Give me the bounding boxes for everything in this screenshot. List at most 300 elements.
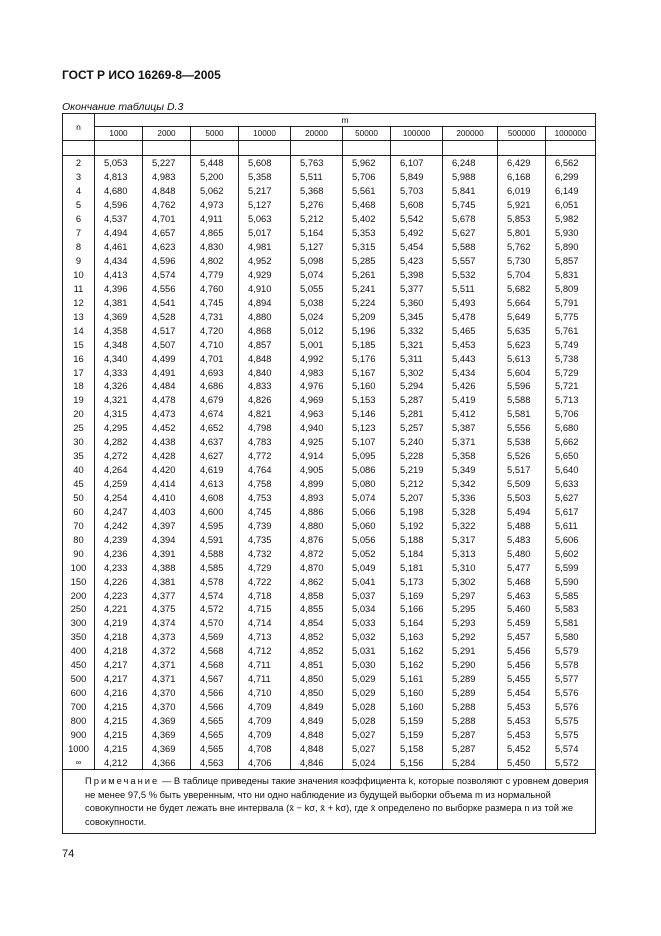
- table-row: [63, 184, 596, 198]
- value-cell: 5,511: [291, 170, 343, 184]
- table-row: [63, 714, 596, 728]
- table-row: [63, 532, 596, 546]
- column-header: 500000: [498, 127, 546, 141]
- value-cell: 5,801: [498, 226, 546, 240]
- value-cell: 5,295: [443, 602, 498, 616]
- value-cell: 4,762: [143, 198, 191, 212]
- value-cell: 4,802: [191, 254, 239, 268]
- value-cell: 4,983: [143, 170, 191, 184]
- table-row: [63, 546, 596, 560]
- value-cell: 4,701: [143, 212, 191, 226]
- value-cell: 5,212: [291, 212, 343, 226]
- value-cell: 5,640: [546, 463, 596, 477]
- note-cell: [63, 770, 596, 833]
- value-cell: 5,623: [498, 337, 546, 351]
- value-cell: 4,981: [239, 240, 291, 254]
- value-cell: 4,370: [143, 686, 191, 700]
- value-cell: 5,029: [343, 672, 391, 686]
- value-cell: 5,288: [443, 714, 498, 728]
- value-cell: 5,617: [546, 504, 596, 518]
- value-cell: 4,369: [143, 727, 191, 741]
- value-cell: 5,583: [546, 602, 596, 616]
- value-cell: 4,596: [95, 198, 143, 212]
- value-cell: 4,565: [191, 727, 239, 741]
- value-cell: 4,588: [191, 546, 239, 560]
- table-row: [63, 254, 596, 268]
- table-row: [63, 351, 596, 365]
- value-cell: 5,456: [498, 658, 546, 672]
- value-cell: 4,541: [143, 295, 191, 309]
- row-n-cell: 35: [63, 449, 95, 463]
- row-n-cell: 25: [63, 421, 95, 435]
- table-row: [63, 449, 596, 463]
- value-cell: 5,377: [391, 281, 443, 295]
- value-cell: 5,608: [239, 156, 291, 170]
- value-cell: 4,574: [191, 588, 239, 602]
- value-cell: 4,925: [291, 435, 343, 449]
- value-cell: 4,833: [239, 379, 291, 393]
- value-cell: 6,429: [498, 156, 546, 170]
- value-cell: 5,455: [498, 672, 546, 686]
- row-n-cell: 16: [63, 351, 95, 365]
- row-n-cell: 100: [63, 560, 95, 574]
- value-cell: 5,289: [443, 672, 498, 686]
- value-cell: 5,402: [343, 212, 391, 226]
- table-row: [63, 323, 596, 337]
- value-cell: 4,212: [95, 755, 143, 769]
- value-cell: 4,410: [143, 491, 191, 505]
- column-header: 2000: [143, 127, 191, 141]
- value-cell: 5,080: [343, 477, 391, 491]
- row-n-cell: ∞: [63, 755, 95, 769]
- value-cell: 4,862: [291, 574, 343, 588]
- value-cell: 4,686: [191, 379, 239, 393]
- value-cell: 4,219: [95, 616, 143, 630]
- value-cell: 5,468: [498, 574, 546, 588]
- spacer-cell: [239, 141, 291, 156]
- value-cell: 5,650: [546, 449, 596, 463]
- value-cell: 4,484: [143, 379, 191, 393]
- value-cell: 4,679: [191, 393, 239, 407]
- value-cell: 4,371: [143, 672, 191, 686]
- value-cell: 4,865: [191, 226, 239, 240]
- spacer-cell: [343, 141, 391, 156]
- spacer-cell: [391, 141, 443, 156]
- value-cell: 5,342: [443, 477, 498, 491]
- value-cell: 4,369: [143, 714, 191, 728]
- value-cell: 4,247: [95, 504, 143, 518]
- table-row: [63, 755, 596, 769]
- value-cell: 5,159: [391, 714, 443, 728]
- value-cell: 4,872: [291, 546, 343, 560]
- value-cell: 5,456: [498, 644, 546, 658]
- value-cell: 5,160: [391, 686, 443, 700]
- value-cell: 5,162: [391, 644, 443, 658]
- value-cell: 4,710: [191, 337, 239, 351]
- table-row: [63, 616, 596, 630]
- value-cell: 5,257: [391, 421, 443, 435]
- value-cell: 5,468: [343, 198, 391, 212]
- value-cell: 5,033: [343, 616, 391, 630]
- value-cell: 4,911: [191, 212, 239, 226]
- value-cell: 5,448: [191, 156, 239, 170]
- value-cell: 5,066: [343, 504, 391, 518]
- value-cell: 4,397: [143, 518, 191, 532]
- value-cell: 5,460: [498, 602, 546, 616]
- value-cell: 5,453: [498, 714, 546, 728]
- value-cell: 5,289: [443, 686, 498, 700]
- value-cell: 5,302: [391, 365, 443, 379]
- value-cell: 5,038: [291, 295, 343, 309]
- table-row: [63, 379, 596, 393]
- value-cell: 4,272: [95, 449, 143, 463]
- value-cell: 4,499: [143, 351, 191, 365]
- value-cell: 5,315: [343, 240, 391, 254]
- value-cell: 4,992: [291, 351, 343, 365]
- table-row: [63, 727, 596, 741]
- table-row: [63, 700, 596, 714]
- value-cell: 4,973: [191, 198, 239, 212]
- value-cell: 4,783: [239, 435, 291, 449]
- value-cell: 5,287: [391, 393, 443, 407]
- value-cell: 5,450: [498, 755, 546, 769]
- value-cell: 5,037: [343, 588, 391, 602]
- value-cell: 4,507: [143, 337, 191, 351]
- table-caption: Окончание таблицы D.3: [62, 101, 184, 113]
- spacer-cell: [498, 141, 546, 156]
- table-row: [63, 602, 596, 616]
- row-n-cell: 600: [63, 686, 95, 700]
- value-cell: 4,215: [95, 714, 143, 728]
- value-cell: 4,813: [95, 170, 143, 184]
- value-cell: 4,709: [239, 727, 291, 741]
- value-cell: 4,745: [239, 504, 291, 518]
- table-body: [63, 156, 596, 770]
- value-cell: 4,848: [143, 184, 191, 198]
- table-row: [63, 504, 596, 518]
- value-cell: 5,387: [443, 421, 498, 435]
- value-cell: 5,053: [95, 156, 143, 170]
- spacer-cell: [546, 141, 596, 156]
- row-n-cell: 14: [63, 323, 95, 337]
- value-cell: 4,715: [239, 602, 291, 616]
- value-cell: 5,423: [391, 254, 443, 268]
- value-cell: 4,326: [95, 379, 143, 393]
- value-cell: 5,575: [546, 714, 596, 728]
- value-cell: 4,215: [95, 700, 143, 714]
- value-cell: 5,590: [546, 574, 596, 588]
- row-n-cell: 60: [63, 504, 95, 518]
- value-cell: 5,276: [291, 198, 343, 212]
- value-cell: 4,983: [291, 365, 343, 379]
- value-cell: 5,328: [443, 504, 498, 518]
- value-cell: 4,461: [95, 240, 143, 254]
- row-n-cell: 19: [63, 393, 95, 407]
- value-cell: 5,294: [391, 379, 443, 393]
- row-n-cell: 90: [63, 546, 95, 560]
- row-n-cell: 450: [63, 658, 95, 672]
- value-cell: 5,160: [391, 700, 443, 714]
- value-cell: 5,358: [443, 449, 498, 463]
- value-cell: 5,207: [391, 491, 443, 505]
- value-cell: 5,503: [498, 491, 546, 505]
- value-cell: 4,709: [239, 714, 291, 728]
- value-cell: 5,542: [391, 212, 443, 226]
- value-cell: 5,412: [443, 407, 498, 421]
- value-cell: 5,577: [546, 672, 596, 686]
- row-n-cell: 50: [63, 491, 95, 505]
- value-cell: 5,158: [391, 741, 443, 755]
- value-cell: 5,161: [391, 672, 443, 686]
- value-cell: 5,761: [546, 323, 596, 337]
- row-n-cell: 1000: [63, 741, 95, 755]
- value-cell: 4,880: [291, 518, 343, 532]
- value-cell: 4,370: [143, 700, 191, 714]
- table-header: [63, 114, 596, 141]
- value-cell: 5,031: [343, 644, 391, 658]
- value-cell: 4,215: [95, 741, 143, 755]
- value-cell: 6,107: [391, 156, 443, 170]
- value-cell: 5,293: [443, 616, 498, 630]
- value-cell: 4,608: [191, 491, 239, 505]
- value-cell: 4,568: [191, 658, 239, 672]
- value-cell: 4,940: [291, 421, 343, 435]
- value-cell: 4,849: [291, 714, 343, 728]
- value-cell: 4,732: [239, 546, 291, 560]
- value-cell: 5,217: [239, 184, 291, 198]
- value-cell: 4,452: [143, 421, 191, 435]
- value-cell: 4,226: [95, 574, 143, 588]
- value-cell: 5,261: [343, 268, 391, 282]
- value-cell: 5,478: [443, 309, 498, 323]
- value-cell: 5,353: [343, 226, 391, 240]
- value-cell: 4,876: [291, 532, 343, 546]
- value-cell: 5,857: [546, 254, 596, 268]
- value-cell: 5,576: [546, 700, 596, 714]
- table-row: [63, 560, 596, 574]
- value-cell: 5,627: [546, 491, 596, 505]
- table-row: [63, 435, 596, 449]
- value-cell: 4,758: [239, 477, 291, 491]
- value-cell: 5,480: [498, 546, 546, 560]
- value-cell: 4,239: [95, 532, 143, 546]
- value-cell: 5,419: [443, 393, 498, 407]
- value-cell: 5,029: [343, 686, 391, 700]
- value-cell: 5,982: [546, 212, 596, 226]
- value-cell: 5,775: [546, 309, 596, 323]
- value-cell: 5,228: [391, 449, 443, 463]
- value-cell: 5,581: [498, 407, 546, 421]
- value-cell: 4,340: [95, 351, 143, 365]
- value-cell: 4,295: [95, 421, 143, 435]
- value-cell: 4,893: [291, 491, 343, 505]
- value-cell: 5,588: [498, 393, 546, 407]
- value-cell: 4,764: [239, 463, 291, 477]
- value-cell: 5,209: [343, 309, 391, 323]
- table-row: [63, 309, 596, 323]
- value-cell: 5,074: [343, 491, 391, 505]
- spacer-cell: [443, 141, 498, 156]
- value-cell: 4,333: [95, 365, 143, 379]
- value-cell: 4,652: [191, 421, 239, 435]
- value-cell: 4,578: [191, 574, 239, 588]
- value-cell: 5,809: [546, 281, 596, 295]
- value-cell: 5,849: [391, 170, 443, 184]
- row-n-cell: 6: [63, 212, 95, 226]
- row-n-cell: 7: [63, 226, 95, 240]
- column-header: 50000: [343, 127, 391, 141]
- value-cell: 5,454: [498, 686, 546, 700]
- value-cell: 5,749: [546, 337, 596, 351]
- table-row: [63, 741, 596, 755]
- value-cell: 5,463: [498, 588, 546, 602]
- table-row: [63, 226, 596, 240]
- spacer-row: [63, 141, 596, 156]
- value-cell: 4,282: [95, 435, 143, 449]
- value-cell: 4,868: [239, 323, 291, 337]
- value-cell: 4,348: [95, 337, 143, 351]
- value-cell: 4,848: [291, 727, 343, 741]
- table-row: [63, 477, 596, 491]
- row-n-cell: 8: [63, 240, 95, 254]
- value-cell: 5,164: [291, 226, 343, 240]
- table-row: [63, 518, 596, 532]
- value-cell: 4,710: [239, 686, 291, 700]
- value-cell: 5,027: [343, 741, 391, 755]
- value-cell: 5,030: [343, 658, 391, 672]
- table-row: [63, 421, 596, 435]
- value-cell: 5,181: [391, 560, 443, 574]
- value-cell: 5,649: [498, 309, 546, 323]
- table-row: [63, 672, 596, 686]
- value-cell: 5,706: [343, 170, 391, 184]
- value-cell: 5,095: [343, 449, 391, 463]
- row-n-cell: 40: [63, 463, 95, 477]
- value-cell: 5,454: [391, 240, 443, 254]
- table-row: [63, 393, 596, 407]
- value-cell: 4,739: [239, 518, 291, 532]
- table-row: [63, 156, 596, 170]
- value-cell: 5,483: [498, 532, 546, 546]
- value-cell: 4,623: [143, 240, 191, 254]
- value-cell: 5,492: [391, 226, 443, 240]
- value-cell: 4,899: [291, 477, 343, 491]
- value-cell: 5,028: [343, 714, 391, 728]
- value-cell: 5,310: [443, 560, 498, 574]
- row-n-cell: 45: [63, 477, 95, 491]
- value-cell: 4,729: [239, 560, 291, 574]
- value-cell: 5,332: [391, 323, 443, 337]
- coefficient-table: [62, 113, 596, 834]
- value-cell: 5,517: [498, 463, 546, 477]
- value-cell: 5,602: [546, 546, 596, 560]
- column-header: 1000000: [546, 127, 596, 141]
- value-cell: 4,735: [239, 532, 291, 546]
- value-cell: 5,678: [443, 212, 498, 226]
- row-n-cell: 70: [63, 518, 95, 532]
- value-cell: 5,302: [443, 574, 498, 588]
- value-cell: 5,024: [343, 755, 391, 769]
- value-cell: 5,062: [191, 184, 239, 198]
- value-cell: 5,588: [443, 240, 498, 254]
- value-cell: 5,156: [391, 755, 443, 769]
- value-cell: 5,368: [291, 184, 343, 198]
- table-row: [63, 644, 596, 658]
- value-cell: 4,929: [239, 268, 291, 282]
- value-cell: 6,248: [443, 156, 498, 170]
- value-cell: 5,580: [546, 630, 596, 644]
- value-cell: 4,358: [95, 323, 143, 337]
- value-cell: 5,459: [498, 616, 546, 630]
- column-header: 1000: [95, 127, 143, 141]
- row-n-cell: 12: [63, 295, 95, 309]
- value-cell: 5,032: [343, 630, 391, 644]
- value-cell: 4,952: [239, 254, 291, 268]
- value-cell: 4,848: [239, 351, 291, 365]
- value-cell: 4,722: [239, 574, 291, 588]
- row-n-cell: 10: [63, 268, 95, 282]
- value-cell: 5,729: [546, 365, 596, 379]
- value-cell: 4,976: [291, 379, 343, 393]
- table-row: [63, 491, 596, 505]
- value-cell: 4,565: [191, 741, 239, 755]
- value-cell: 5,200: [191, 170, 239, 184]
- value-cell: 5,556: [498, 421, 546, 435]
- value-cell: 4,478: [143, 393, 191, 407]
- value-cell: 4,713: [239, 630, 291, 644]
- value-cell: 4,600: [191, 504, 239, 518]
- value-cell: 5,713: [546, 393, 596, 407]
- value-cell: 5,585: [546, 588, 596, 602]
- value-cell: 5,287: [443, 741, 498, 755]
- value-cell: 5,241: [343, 281, 391, 295]
- row-n-cell: 18: [63, 379, 95, 393]
- value-cell: 5,028: [343, 700, 391, 714]
- value-cell: 5,730: [498, 254, 546, 268]
- row-n-cell: 700: [63, 700, 95, 714]
- value-cell: 5,146: [343, 407, 391, 421]
- value-cell: 4,428: [143, 449, 191, 463]
- value-cell: 4,563: [191, 755, 239, 769]
- value-cell: 5,465: [443, 323, 498, 337]
- value-cell: 5,164: [391, 616, 443, 630]
- value-cell: 4,556: [143, 281, 191, 295]
- value-cell: 5,041: [343, 574, 391, 588]
- value-cell: 5,127: [291, 240, 343, 254]
- page-number: 74: [62, 848, 75, 860]
- value-cell: 4,914: [291, 449, 343, 463]
- value-cell: 5,611: [546, 518, 596, 532]
- value-cell: 5,921: [498, 198, 546, 212]
- value-cell: 5,738: [546, 351, 596, 365]
- value-cell: 5,012: [291, 323, 343, 337]
- value-cell: 4,494: [95, 226, 143, 240]
- value-cell: 4,850: [291, 686, 343, 700]
- table-row: [63, 588, 596, 602]
- value-cell: 5,371: [443, 435, 498, 449]
- value-cell: 5,281: [391, 407, 443, 421]
- value-cell: 5,608: [391, 198, 443, 212]
- value-cell: 4,381: [143, 574, 191, 588]
- row-n-cell: 150: [63, 574, 95, 588]
- value-cell: 5,360: [391, 295, 443, 309]
- spacer-cell: [95, 141, 143, 156]
- value-cell: 5,703: [391, 184, 443, 198]
- value-cell: 5,578: [546, 658, 596, 672]
- value-cell: 5,538: [498, 435, 546, 449]
- value-cell: 5,160: [343, 379, 391, 393]
- value-cell: 5,890: [546, 240, 596, 254]
